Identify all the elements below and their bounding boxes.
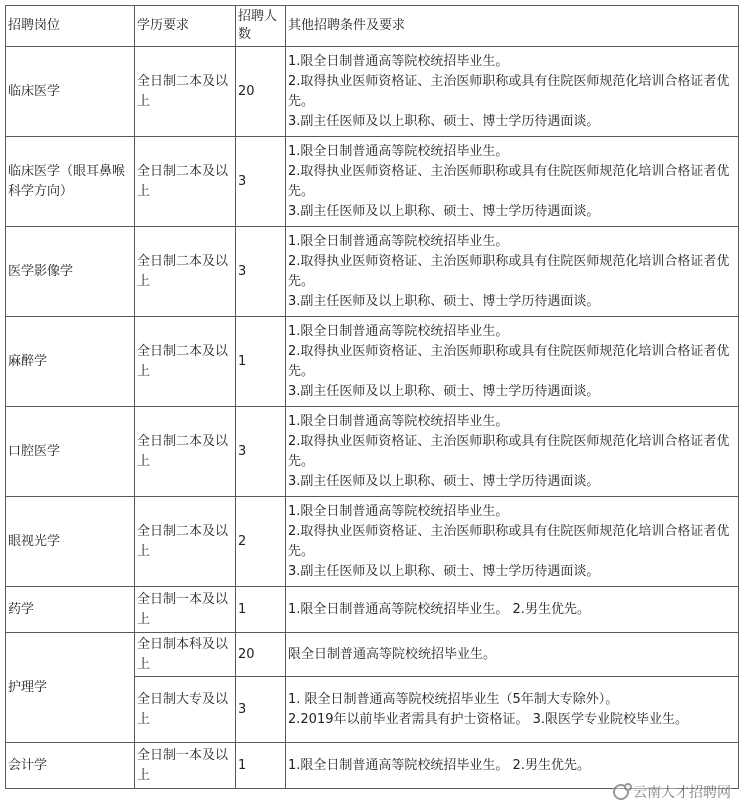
wechat-icon: [613, 784, 629, 800]
requirements-cell: [286, 317, 739, 407]
watermark-text: 云南人才招聘网: [633, 785, 731, 801]
requirement-line: 3.副主任医师及以上职称、硕士、博士学历待遇面谈。: [288, 563, 600, 579]
requirements-cell: [286, 587, 739, 633]
requirement-line: 1.限全日制普通高等院校统招毕业生。: [288, 323, 509, 339]
position-cell: 护理学: [6, 633, 135, 743]
position-cell: 会计学: [6, 743, 135, 789]
header-education: 学历要求: [135, 6, 236, 47]
requirement-line: 1.限全日制普通高等院校统招毕业生。: [288, 503, 509, 519]
requirements-cell: [286, 677, 739, 743]
requirement-line: 2.取得执业医师资格证、主治医师职称或具有住院医师规范化培训合格证者优先。: [288, 253, 730, 289]
requirement-line: 3.副主任医师及以上职称、硕士、博士学历待遇面谈。: [288, 293, 600, 309]
education-cell: 全日制二本及以上: [135, 227, 236, 317]
requirement-line: 1.限全日制普通高等院校统招毕业生。 2.男生优先。: [288, 601, 590, 617]
education-cell: 全日制二本及以上: [135, 47, 236, 137]
education-cell: 全日制大专及以上: [135, 677, 236, 743]
position-cell: 临床医学: [6, 47, 135, 137]
requirement-line: 限全日制普通高等院校统招毕业生。: [288, 646, 497, 662]
header-position: 招聘岗位: [6, 6, 135, 47]
requirement-line: 2.取得执业医师资格证、主治医师职称或具有住院医师规范化培训合格证者优先。: [288, 343, 730, 379]
count-cell: 20: [236, 47, 286, 137]
watermark: [613, 782, 731, 802]
table-row: [6, 47, 739, 137]
requirement-line: 2.取得执业医师资格证、主治医师职称或具有住院医师规范化培训合格证者优先。: [288, 433, 730, 469]
count-cell: 3: [236, 227, 286, 317]
count-cell: 2: [236, 497, 286, 587]
table-row: [6, 317, 739, 407]
education-cell: 全日制二本及以上: [135, 317, 236, 407]
requirements-cell: [286, 497, 739, 587]
requirement-line: 3.副主任医师及以上职称、硕士、博士学历待遇面谈。: [288, 473, 600, 489]
requirement-line: 2.取得执业医师资格证、主治医师职称或具有住院医师规范化培训合格证者优先。: [288, 523, 730, 559]
requirement-line: 1.限全日制普通高等院校统招毕业生。: [288, 413, 509, 429]
table-row: [6, 227, 739, 317]
position-cell: 医学影像学: [6, 227, 135, 317]
requirement-line: 1.限全日制普通高等院校统招毕业生。: [288, 233, 509, 249]
table-row: [6, 497, 739, 587]
requirement-line: 1.限全日制普通高等院校统招毕业生。: [288, 53, 509, 69]
header-row: [6, 6, 739, 47]
requirements-cell: [286, 407, 739, 497]
requirement-line: 1.限全日制普通高等院校统招毕业生。 2.男生优先。: [288, 757, 590, 773]
table-row: [6, 633, 739, 677]
requirements-cell: [286, 47, 739, 137]
count-cell: 20: [236, 633, 286, 677]
requirement-line: 3.副主任医师及以上职称、硕士、博士学历待遇面谈。: [288, 113, 600, 129]
education-cell: 全日制二本及以上: [135, 137, 236, 227]
count-cell: 3: [236, 677, 286, 743]
table-body: [6, 47, 739, 789]
position-cell: 临床医学（眼耳鼻喉科学方向）: [6, 137, 135, 227]
position-cell: 麻醉学: [6, 317, 135, 407]
education-cell: 全日制一本及以上: [135, 587, 236, 633]
table-row: [6, 587, 739, 633]
requirements-cell: [286, 137, 739, 227]
position-cell: 药学: [6, 587, 135, 633]
count-cell: 3: [236, 407, 286, 497]
position-cell: 眼视光学: [6, 497, 135, 587]
requirement-line: 2.2019年以前毕业者需具有护士资格证。 3.限医学专业院校毕业生。: [288, 711, 689, 727]
education-cell: 全日制二本及以上: [135, 407, 236, 497]
requirement-line: 2.取得执业医师资格证、主治医师职称或具有住院医师规范化培训合格证者优先。: [288, 73, 730, 109]
education-cell: 全日制一本及以上: [135, 743, 236, 789]
requirements-cell: [286, 633, 739, 677]
requirement-line: 1.限全日制普通高等院校统招毕业生。: [288, 143, 509, 159]
count-cell: 1: [236, 317, 286, 407]
count-cell: 3: [236, 137, 286, 227]
table-row: [6, 407, 739, 497]
requirement-line: 3.副主任医师及以上职称、硕士、博士学历待遇面谈。: [288, 203, 600, 219]
education-cell: 全日制本科及以上: [135, 633, 236, 677]
position-cell: 口腔医学: [6, 407, 135, 497]
education-cell: 全日制二本及以上: [135, 497, 236, 587]
count-cell: 1: [236, 743, 286, 789]
requirement-line: 2.取得执业医师资格证、主治医师职称或具有住院医师规范化培训合格证者优先。: [288, 163, 730, 199]
header-requirements: 其他招聘条件及要求: [286, 6, 739, 47]
header-count: 招聘人数: [236, 6, 286, 47]
requirements-cell: [286, 227, 739, 317]
requirement-line: 3.副主任医师及以上职称、硕士、博士学历待遇面谈。: [288, 383, 600, 399]
requirement-line: 1. 限全日制普通高等院校统招毕业生（5年制大专除外）。: [288, 691, 619, 707]
count-cell: 1: [236, 587, 286, 633]
table-row: [6, 137, 739, 227]
recruitment-table: [5, 5, 739, 789]
